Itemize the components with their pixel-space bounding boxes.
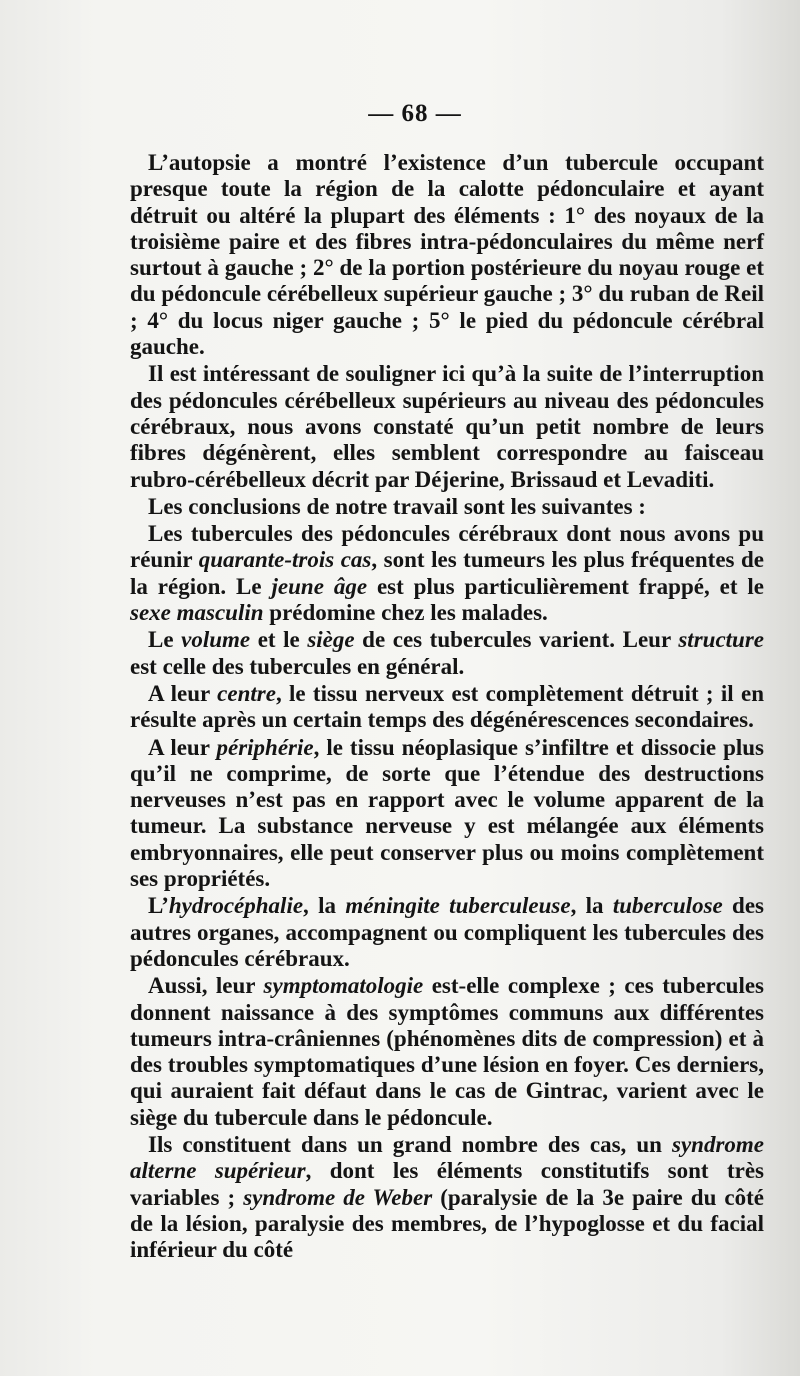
text-run: Il est intéressant de souligner ici qu’à la suite de l’interruption des pédoncules cérébelleux supérieurs au niveau des pédoncules cérébraux, nous avons constaté qu’un petit nombre de leurs fibres dégénèrent, elles semblent correspondre au faisceau rubro-cérébelleux décrit par Déjerine, Brissaud et Levaditi. [130,361,764,492]
text-run: , dont les éléments constitutifs sont très variables ; [130,1158,764,1210]
paragraph [130,735,764,893]
paragraph [130,521,764,626]
paragraph [130,973,764,1131]
paragraph [130,494,764,520]
text-run: est celle des tubercules en général. [130,653,465,679]
page-number: — 68 — [368,100,462,127]
text-run: , la [570,893,613,919]
paragraph [130,893,764,972]
italic-text: périphérie [216,734,314,760]
paragraph [130,681,764,734]
italic-text: quarante-trois cas [198,547,372,573]
text-run: Les tubercules des pédoncules cérébraux dont nous avons pu réunir [130,521,764,573]
italic-text: volume [181,627,251,653]
italic-text: symptomatologie [263,973,424,999]
text-run: prédomine chez les malades. [263,600,548,626]
italic-text: centre [217,680,276,706]
text-run: des autres organes, accompagnent ou compliquent les tubercules des pédoncules cérébraux. [130,893,764,971]
text-run: L’autopsie a montré l’existence d’un tubercule occupant presque toute la région de la calotte pédonculaire et ayant détruit ou altéré la plupart des éléments : 1° des noyaux de la troisième paire et des fibres intra-pédonculaires du même nerf surtout à gauche ; 2° de la portion postérieure du noyau rouge et du pédoncule cérébelleux supérieur gauche ; 3° du ruban de Reil ; 4° du locus niger gauche ; 5° le pied du pédoncule cérébral gauche. [130,150,764,360]
text-run: , le tissu nerveux est complètement détruit ; il en résulte après un certain temps des dégénérescences secondaires. [130,680,764,733]
italic-text: syndrome de Weber [243,1184,433,1210]
text-run: (paralysie de la 3e paire du côté de la lésion, paralysie des membres, de l’hypoglosse et du facial inférieur du côté [130,1184,764,1263]
text-run: est plus particulièrement frappé, et le [367,573,764,599]
text-run: , le tissu néoplasique s’infiltre et dissocie plus qu’il ne comprime, de sorte que l’étendue des destructions nerveuses n’est pas en rapport avec le volume apparent de la tumeur. La substance nerveuse y est mélangée aux éléments embryonnaires, elle peut conserver plus ou moins complètement ses propriétés. [130,734,764,892]
text-run: Ils constituent dans un grand nombre des cas, un [148,1131,672,1157]
italic-text: hydrocéphalie [168,893,304,919]
text-run: , la [303,893,346,919]
italic-text: méningite tuberculeuse [345,893,571,919]
italic-text: jeune âge [271,573,368,599]
paragraph [130,627,764,680]
text-run: Aussi, leur [148,973,264,999]
italic-text: structure [678,627,764,653]
text-run: , sont les tumeurs les plus fréquentes de la région. Le [130,547,765,599]
italic-text: siège [307,627,355,653]
text-run: et le [250,627,308,653]
text-run: Le [148,627,182,653]
italic-text: sexe masculin [130,600,264,626]
text-run: A leur [148,680,218,706]
text-run: de ces tubercules varient. Leur [354,627,679,653]
text-run: L’ [148,893,169,919]
text-run: A leur [148,734,217,760]
text-run: est-elle complexe ; ces tubercules donnent naissance à des symptômes communs aux différentes tumeurs intra-crâniennes (phénomènes dits de compression) et à des troubles symptomatiques d’une lésion en foyer. Ces derniers, qui auraient fait défaut dans le cas de Gintrac, varient avec le siège du tubercule dans le pédoncule. [130,973,764,1130]
paragraph [130,361,764,492]
italic-text: tuberculose [612,893,723,919]
text-run: Les conclusions de notre travail sont les suivantes : [148,493,646,519]
body-text [130,150,764,1263]
paragraph [130,1132,764,1263]
paragraph [130,150,764,360]
italic-text: syndrome alterne supérieur [130,1131,764,1184]
